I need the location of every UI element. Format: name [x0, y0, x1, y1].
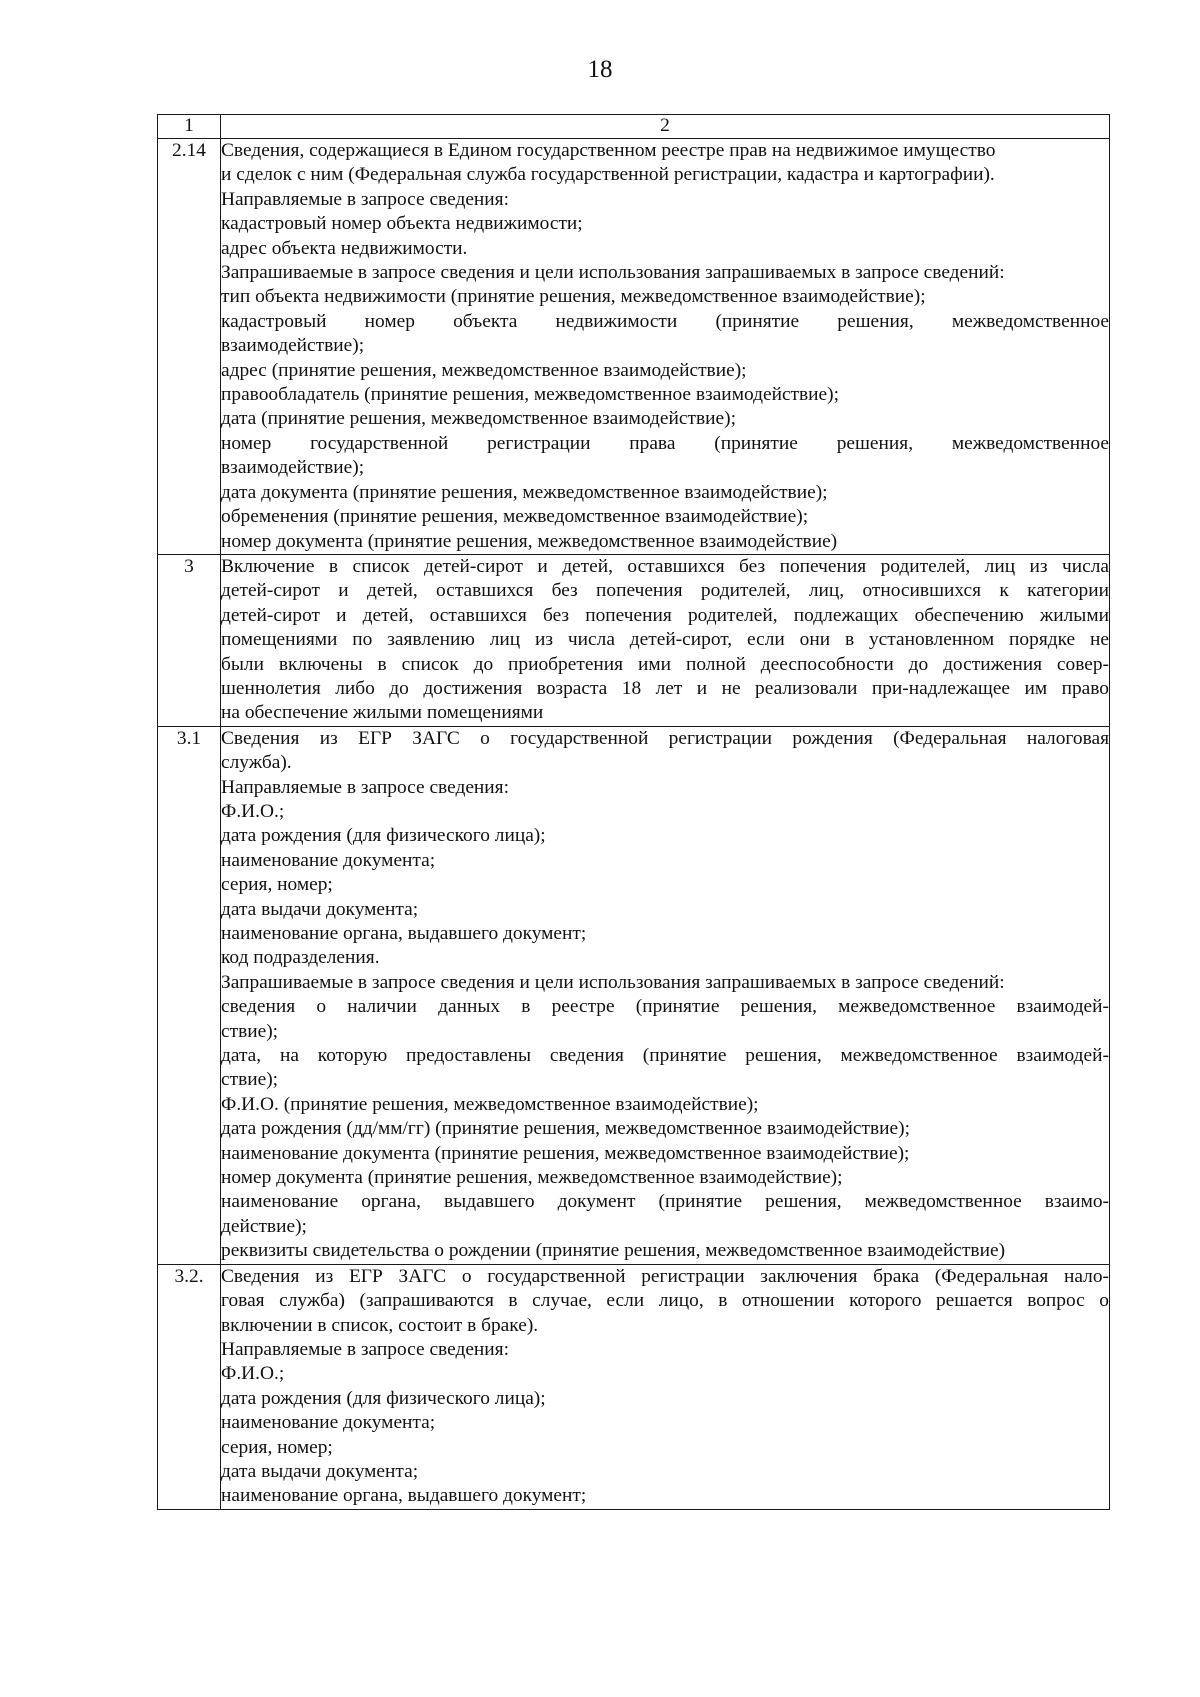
text-line: взаимодействие); — [221, 335, 365, 357]
text-line: взаимодействие); — [221, 457, 365, 479]
text-line: дата (принятие решения, межведомственное взаимодействие); — [221, 408, 736, 430]
text-line: дата, на которую предоставлены сведения (принятие решения, межведомственное взаимодей- — [221, 1045, 1109, 1067]
text-line: ствие); — [221, 1069, 279, 1091]
text-line: помещениями по заявлению лиц из числа детей-сирот, если они в установленном порядке не — [221, 629, 1109, 651]
text-line: наименование органа, выдавшего документ (принятие решения, межведомственное взаимо- — [221, 1191, 1109, 1213]
row-content — [221, 139, 1110, 555]
text-line: Ф.И.О. (принятие решения, межведомственное взаимодействие); — [221, 1093, 759, 1115]
text-line: кадастровый номер объекта недвижимости; — [221, 213, 583, 235]
table-row — [158, 139, 1110, 555]
text-line: реквизиты свидетельства о рождении (принятие решения, межведомственное взаимодействие) — [221, 1240, 1006, 1262]
row-number: 3.1 — [158, 726, 221, 1264]
text-line: дата рождения (для физического лица); — [221, 825, 546, 847]
table-row — [158, 554, 1110, 726]
text-line: действие); — [221, 1215, 307, 1237]
table-row — [158, 726, 1110, 1264]
text-line: Сведения, содержащиеся в Едином государственном реестре прав на недвижимое имущество — [221, 140, 996, 161]
text-line: дата документа (принятие решения, межведомственное взаимодействие); — [221, 481, 828, 503]
text-line: тип объекта недвижимости (принятие решения, межведомственное взаимодействие); — [221, 286, 926, 308]
header-column-2: 2 — [221, 115, 1110, 139]
text-line: серия, номер; — [221, 1436, 333, 1458]
row-content — [221, 726, 1110, 1264]
text-line: Ф.И.О.; — [221, 800, 285, 822]
text-line: сведения о наличии данных в реестре (принятие решения, межведомственное взаимодей- — [221, 996, 1109, 1018]
text-line: Включение в список детей-сирот и детей, оставшихся без попечения родителей, лиц из числа — [221, 555, 1109, 577]
text-line: дата рождения (дд/мм/гг) (принятие решения, межведомственное взаимодействие); — [221, 1118, 910, 1140]
document-table — [157, 114, 1110, 1510]
page-number: 18 — [587, 56, 613, 83]
text-line: адрес объекта недвижимости. — [221, 237, 468, 259]
text-line: детей-сирот и детей, оставшихся без попечения родителей, подлежащих обеспечению жилыми — [221, 604, 1109, 626]
text-line: на обеспечение жилыми помещениями — [221, 702, 544, 724]
text-line: Запрашиваемые в запросе сведения и цели использования запрашиваемых в запросе сведений: — [221, 971, 1005, 993]
text-line: были включены в список до приобретения ими полной дееспособности до достижения совер- — [221, 653, 1109, 675]
text-line: код подразделения. — [221, 947, 380, 969]
text-line: ствие); — [221, 1020, 279, 1042]
text-line: Направляемые в запросе сведения: — [221, 188, 509, 210]
text-line: наименование органа, выдавшего документ; — [221, 923, 587, 944]
text-line: Ф.И.О.; — [221, 1363, 285, 1385]
row-content — [221, 1264, 1110, 1509]
text-line: правообладатель (принятие решения, межведомственное взаимодействие); — [221, 384, 840, 406]
text-line: наименование документа (принятие решения, межведомственное взаимодействие); — [221, 1142, 910, 1164]
row-content — [221, 554, 1110, 726]
text-line: Направляемые в запросе сведения: — [221, 776, 509, 798]
text-line: номер документа (принятие решения, межведомственное взаимодействие) — [221, 530, 838, 552]
text-line: детей-сирот и детей, оставшихся без попечения родителей, лиц, относившихся к категории — [221, 580, 1109, 602]
text-line: номер документа (принятие решения, межведомственное взаимодействие); — [221, 1167, 843, 1189]
text-line: дата выдачи документа; — [221, 1460, 419, 1482]
text-line: говая служба) (запрашиваются в случае, если лицо, в отношении которого решается вопрос о — [221, 1290, 1109, 1312]
row-number: 2.14 — [158, 139, 221, 555]
text-line: служба). — [221, 752, 292, 774]
row-number: 3.2. — [158, 1264, 221, 1509]
text-line: и сделок с ним (Федеральная служба государственной регистрации, кадастра и картографии). — [221, 164, 995, 186]
table-row — [158, 1264, 1110, 1509]
text-line: кадастровый номер объекта недвижимости (принятие решения, межведомственное — [221, 310, 1109, 332]
text-line: включении в список, состоит в браке). — [221, 1314, 539, 1336]
text-line: дата рождения (для физического лица); — [221, 1387, 546, 1409]
header-column-1: 1 — [158, 115, 221, 139]
text-line: обременения (принятие решения, межведомственное взаимодействие); — [221, 506, 809, 528]
row-number: 3 — [158, 554, 221, 726]
text-line: Сведения из ЕГР ЗАГС о государственной регистрации заключения брака (Федеральная нало- — [221, 1265, 1109, 1287]
text-line: наименование документа; — [221, 1412, 436, 1434]
text-line: серия, номер; — [221, 874, 333, 896]
text-line: наименование органа, выдавшего документ; — [221, 1485, 587, 1507]
text-line: Сведения из ЕГР ЗАГС о государственной регистрации рождения (Федеральная налоговая — [221, 727, 1109, 749]
text-line: Направляемые в запросе сведения: — [221, 1338, 509, 1360]
text-line: Запрашиваемые в запросе сведения и цели использования запрашиваемых в запросе сведений: — [221, 262, 1005, 284]
text-line: номер государственной регистрации права (принятие решения, межведомственное — [221, 432, 1109, 454]
text-line: наименование документа; — [221, 849, 436, 871]
text-line: адрес (принятие решения, межведомственное взаимодействие); — [221, 359, 747, 381]
table-header-row — [158, 115, 1110, 139]
text-line: дата выдачи документа; — [221, 898, 419, 920]
text-line: шеннолетия либо до достижения возраста 18 лет и не реализовали при-надлежащее им право — [221, 677, 1109, 699]
